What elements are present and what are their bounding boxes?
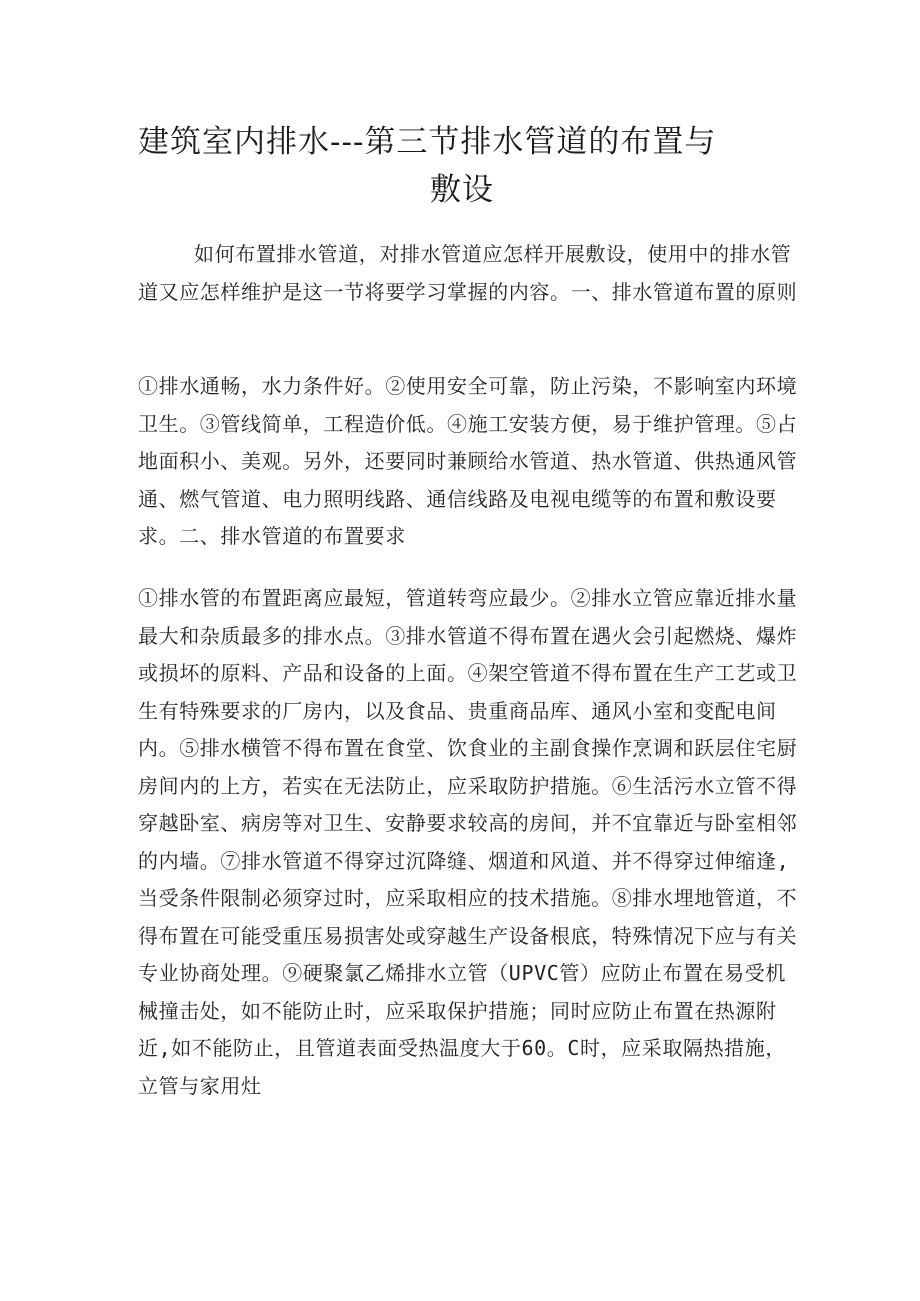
paragraph-requirements: ①排水管的布置距离应最短，管道转弯应最少。②排水立管应靠近排水量最大和杂质最多的排水点。③排水管道不得布置在遇火会引起燃烧、爆炸或损坏的原料、产品和设备的上面。④架空管道不得布置在生产工艺或卫生有特殊要求的厂房内，以及食品、贵重商品库、通风小室和变配电间内。⑤排水横管不得布置在食堂、饮食业的主副食操作烹调和跃层住宅厨房间内的上方，若实在无法防止，应采取防护措施。⑥生活污水立管不得穿越卧室、病房等对卫生、安静要求较高的房间，并不宜靠近与卧室相邻的内墙。⑦排水管道不得穿过沉降缝、烟道和风道、并不得穿过伸缩逢,当受条件限制必须穿过时，应采取相应的技术措施。⑧排水埋地管道，不得布置在可能受重压易损害处或穿越生产设备根底，特殊情况下应与有关专业协商处理。⑨硬聚氯乙烯排水立管（UPVC管）应防止布置在易受机械撞击处，如不能防止时，应采取保护措施；同时应防止布置在热源附近,如不能防止，且管道表面受热温度大于60。C时，应采取隔热措施，立管与家用灶 [138, 586, 798, 1098]
title-line-1: 建筑室内排水---第三节排水管道的布置与 [138, 124, 717, 160]
title-line-2: 敷设 [430, 172, 494, 208]
paragraph-principles: ①排水通畅，水力条件好。②使用安全可靠，防止污染，不影响室内环境卫生。③管线简单，工程造价低。④施工安装方便，易于维护管理。⑤占地面积小、美观。另外，还要同时兼顾给水管道、热水管道、供热通风管通、燃气管道、电力照明线路、通信线路及电视电缆等的布置和敷设要求。二、排水管道的布置要求 [138, 374, 798, 548]
paragraph-intro: 如何布置排水管道，对排水管道应怎样开展敷设，使用中的排水管道又应怎样维护是这一节将要学习掌握的内容。一、排水管道布置的原则 [138, 242, 798, 304]
page-title [138, 118, 798, 214]
